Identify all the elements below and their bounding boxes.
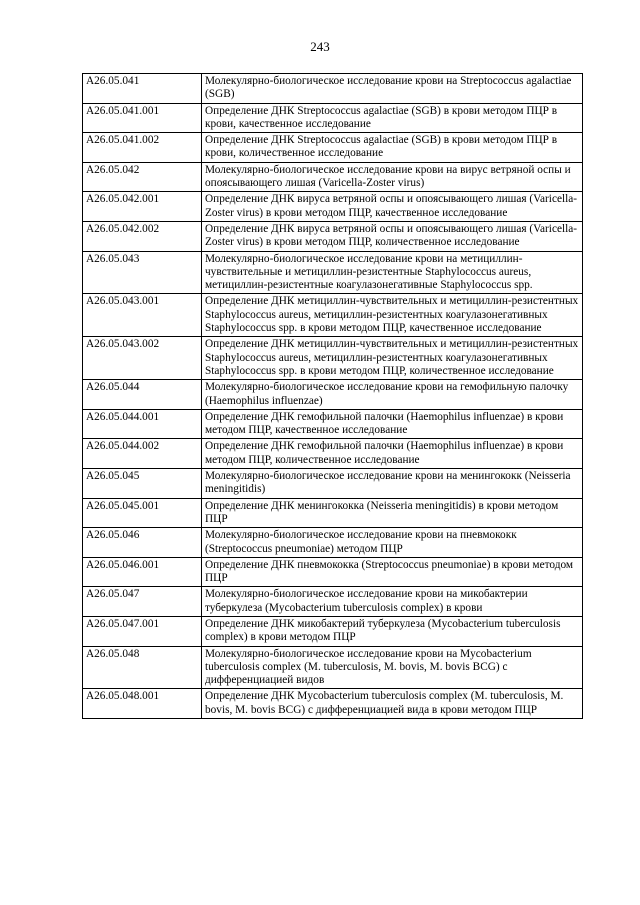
table-row	[83, 337, 583, 380]
table-row	[83, 439, 583, 469]
table-row	[83, 103, 583, 133]
table-row	[83, 689, 583, 719]
table-row	[83, 409, 583, 439]
table-row	[83, 251, 583, 294]
service-code-cell: A26.05.047	[83, 587, 202, 617]
service-code-cell: A26.05.043	[83, 251, 202, 294]
service-description-cell: Определение ДНК гемофильной палочки (Haemophilus influenzae) в крови методом ПЦР, количественное исследование	[202, 439, 583, 469]
table-row	[83, 192, 583, 222]
service-description-cell: Определение ДНК Mycobacterium tuberculosis complex (M. tuberculosis, M. bovis, M. bovis BCG) с дифференциацией вида в крови методом ПЦР	[202, 689, 583, 719]
service-description-cell: Молекулярно-биологическое исследование крови на микобактерии туберкулеза (Mycobacterium tuberculosis complex) в крови	[202, 587, 583, 617]
service-code-cell: A26.05.044.001	[83, 409, 202, 439]
table-row	[83, 74, 583, 104]
medical-service-codes-table	[82, 73, 583, 719]
service-description-cell: Молекулярно-биологическое исследование крови на пневмококк (Streptococcus pneumoniae) методом ПЦР	[202, 528, 583, 558]
service-code-cell: A26.05.041	[83, 74, 202, 104]
service-description-cell: Молекулярно-биологическое исследование крови на вирус ветряной оспы и опоясывающего лишая (Varicella-Zoster virus)	[202, 162, 583, 192]
service-code-cell: A26.05.042.002	[83, 221, 202, 251]
service-description-cell: Определение ДНК пневмококка (Streptococcus pneumoniae) в крови методом ПЦР	[202, 557, 583, 587]
service-code-cell: A26.05.046	[83, 528, 202, 558]
service-code-cell: A26.05.043.001	[83, 294, 202, 337]
service-code-cell: A26.05.044	[83, 380, 202, 410]
service-code-cell: A26.05.048	[83, 646, 202, 689]
service-description-cell: Определение ДНК метициллин-чувствительных и метициллин-резистентных Staphylococcus aureus, метициллин-резистентных коагулазонегативных Staphylococcus spp. в крови методом ПЦР, количественное исследование	[202, 337, 583, 380]
table-row	[83, 294, 583, 337]
service-description-cell: Молекулярно-биологическое исследование крови на менингококк (Neisseria meningitidis)	[202, 469, 583, 499]
service-code-cell: A26.05.041.001	[83, 103, 202, 133]
table-row	[83, 469, 583, 499]
table-row	[83, 162, 583, 192]
service-description-cell: Определение ДНК Streptococcus agalactiae (SGB) в крови методом ПЦР в крови, качественное исследование	[202, 103, 583, 133]
service-description-cell: Определение ДНК вируса ветряной оспы и опоясывающего лишая (Varicella-Zoster virus) в крови методом ПЦР, количественное исследование	[202, 221, 583, 251]
service-code-cell: A26.05.046.001	[83, 557, 202, 587]
table-row	[83, 646, 583, 689]
service-description-cell: Определение ДНК менингококка (Neisseria meningitidis) в крови методом ПЦР	[202, 498, 583, 528]
table-row	[83, 221, 583, 251]
service-description-cell: Молекулярно-биологическое исследование крови на метициллин-чувствительные и метициллин-резистентные Staphylococcus aureus, метициллин-резистентные коагулазонегативные Staphylococcus spp.	[202, 251, 583, 294]
service-description-cell: Молекулярно-биологическое исследование крови на Streptococcus agalactiae (SGB)	[202, 74, 583, 104]
service-code-cell: A26.05.045.001	[83, 498, 202, 528]
service-description-cell: Молекулярно-биологическое исследование крови на гемофильную палочку (Haemophilus influenzae)	[202, 380, 583, 410]
service-description-cell: Определение ДНК гемофильной палочки (Haemophilus influenzae) в крови методом ПЦР, качественное исследование	[202, 409, 583, 439]
service-code-cell: A26.05.048.001	[83, 689, 202, 719]
service-code-cell: A26.05.042	[83, 162, 202, 192]
service-description-cell: Определение ДНК вируса ветряной оспы и опоясывающего лишая (Varicella-Zoster virus) в крови методом ПЦР, качественное исследование	[202, 192, 583, 222]
service-code-cell: A26.05.043.002	[83, 337, 202, 380]
service-code-cell: A26.05.047.001	[83, 616, 202, 646]
service-description-cell: Определение ДНК микобактерий туберкулеза (Mycobacterium tuberculosis complex) в крови методом ПЦР	[202, 616, 583, 646]
page-number: 243	[310, 39, 330, 54]
table-row	[83, 616, 583, 646]
table-row	[83, 498, 583, 528]
table-row	[83, 528, 583, 558]
service-description-cell: Определение ДНК метициллин-чувствительных и метициллин-резистентных Staphylococcus aureus, метициллин-резистентных коагулазонегативных Staphylococcus spp. в крови методом ПЦР, качественное исследование	[202, 294, 583, 337]
service-code-cell: A26.05.044.002	[83, 439, 202, 469]
table-row	[83, 380, 583, 410]
table-row	[83, 587, 583, 617]
service-code-cell: A26.05.045	[83, 469, 202, 499]
table-body	[83, 74, 583, 719]
service-code-cell: A26.05.041.002	[83, 133, 202, 163]
service-description-cell: Молекулярно-биологическое исследование крови на Mycobacterium tuberculosis complex (M. tuberculosis, M. bovis, M. bovis BCG) с дифференциацией видов	[202, 646, 583, 689]
service-code-cell: A26.05.042.001	[83, 192, 202, 222]
table-row	[83, 557, 583, 587]
table-row	[83, 133, 583, 163]
service-description-cell: Определение ДНК Streptococcus agalactiae (SGB) в крови методом ПЦР в крови, количественное исследование	[202, 133, 583, 163]
